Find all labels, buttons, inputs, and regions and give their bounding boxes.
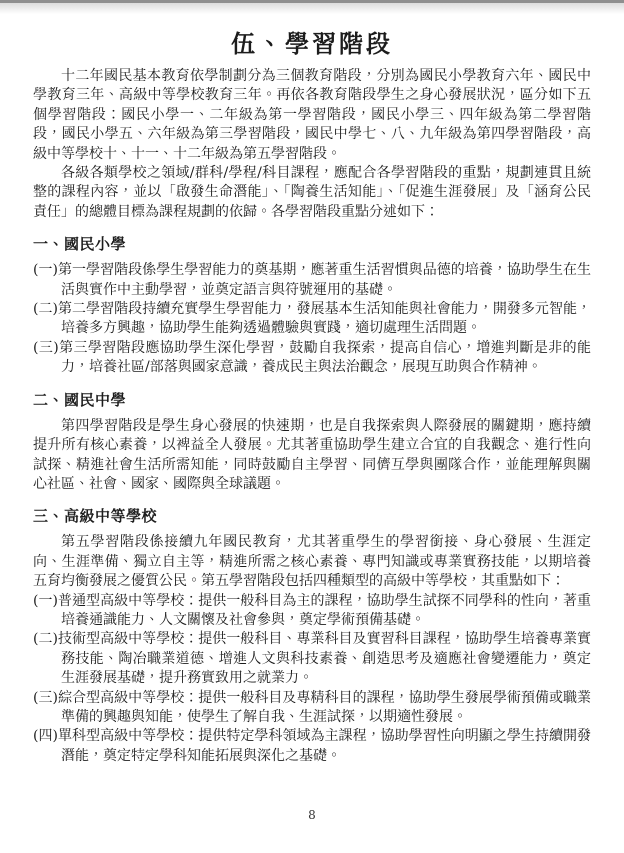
section-paragraph: 第五學習階段係接續九年國民教育，尤其著重學生的學習銜接、身心發展、生涯定向、生涯準備、獨立自主等，精進所需之核心素養、專門知識或專業實務技能，以期培養五育均衡發展之優質公民。第五學習階段包括四種類型的高級中等學校，其重點如下： xyxy=(33,534,591,590)
intro-paragraph-2: 各級各類學校之領域/群科/學程/科目課程，應配合各學習階段的重點，規劃連貫且統整的課程內容，並以「啟發生命潛能」、「陶養生活知能」、「促進生涯發展」及「涵育公民責任」的總體目標為課程規劃的依歸。各學習階段重點分述如下： xyxy=(33,165,591,220)
section-paragraph: 第四學習階段是學生身心發展的快速期，也是自我探索與人際發展的關鍵期，應持續提升所有核心素養，以裨益全人發展。尤其著重協助學生建立合宜的自我觀念、進行性向試探、精進社會生活所需知能，同時鼓勵自主學習、同儕互學與團隊合作，並能理解與關心社區、社會、國家、國際與全球議題。 xyxy=(33,417,591,492)
list-item: (三)第三學習階段應協助學生深化學習，鼓勵自我探索，提高自信心，增進判斷是非的能力，培養社區/部落與國家意識，養成民主與法治觀念，展現互助與合作精神。 xyxy=(33,339,591,376)
list-item: (四)單科型高級中等學校：提供特定學科領域為主課程，協助學習性向明顯之學生持續開發潛能，奠定特定學科知能拓展與深化之基礎。 xyxy=(33,728,591,764)
intro-paragraph-1: 十二年國民基本教育依學制劃分為三個教育階段，分別為國民小學教育六年、國民中學教育三年、高級中等學校教育三年。再依各教育階段學生之身心發展狀況，區分如下五個學習階段：國民小學一、二年級為第一學習階段，國民小學三、四年級為第二學習階段，國民小學五、六年級為第三學習階段，國民中學七、八、九年級為第四學習階段，高級中等學校十、十一、十二年級為第五學習階段。 xyxy=(33,68,591,162)
page-content xyxy=(0,24,624,766)
list-item: (一)普通型高級中等學校：提供一般科目為主的課程，協助學生試探不同學科的性向，著重培養通識能力、人文關懷及社會參與，奠定學術預備基礎。 xyxy=(33,592,591,628)
list-item: (二)技術型高級中等學校：提供一般科目、專業科目及實習科目課程，協助學生培養專業實務技能、陶冶職業道德、增進人文與科技素養、創造思考及適應社會變遷能力，奠定生涯發展基礎，提升務實致用之就業力。 xyxy=(33,631,591,687)
list-item: (一)第一學習階段係學生學習能力的奠基期，應著重生活習慣與品德的培養，協助學生在生活與實作中主動學習，並奠定語言與符號運用的基礎。 xyxy=(33,262,591,298)
list-item: (三)綜合型高級中等學校：提供一般科目及專精科目的課程，協助學生發展學術預備或職業準備的興趣與知能，使學生了解自我、生涯試探，以期適性發展。 xyxy=(33,689,591,725)
page-title: 伍、學習階段 xyxy=(231,29,393,58)
list-item: (二)第二學習階段持續充實學生學習能力，發展基本生活知能與社會能力，開發多元智能，培養多方興趣，協助學生能夠透過體驗與實踐，適切處理生活問題。 xyxy=(33,301,591,337)
section-heading-senior-high: 三、高級中等學校 xyxy=(33,507,158,526)
section-heading-junior-high: 二、國民中學 xyxy=(33,390,127,409)
page-number: 8 xyxy=(308,808,316,822)
section-heading-elementary: 一、國民小學 xyxy=(33,235,127,254)
page-top-fade xyxy=(0,3,624,14)
